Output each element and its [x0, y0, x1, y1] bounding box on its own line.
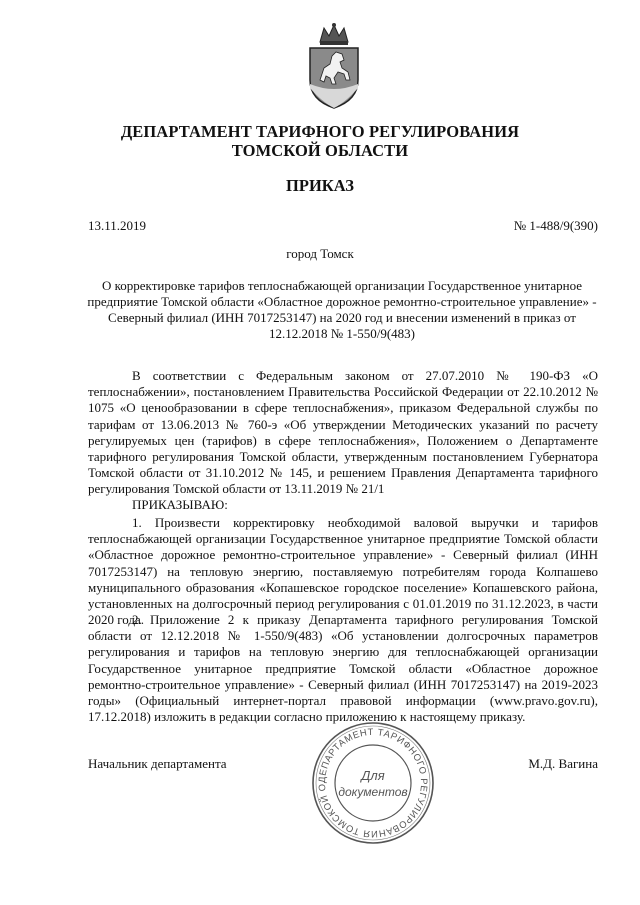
document-city: город Томск: [286, 246, 354, 261]
document-type: ПРИКАЗ: [286, 176, 354, 195]
department-line-1: ДЕПАРТАМЕНТ ТАРИФНОГО РЕГУЛИРОВАНИЯ: [120, 122, 520, 141]
seal-ring-text: ДЕПАРТАМЕНТ ТАРИФНОГО РЕГУЛИРОВАНИЯ ТОМСКОЙ О: [315, 725, 431, 841]
department-name: [40, 122, 600, 160]
decree-item-1: 1. Произвести корректировку необходимой валовой выручки и тарифов теплоснабжающей организации Государственное унитарное предприятие Томской области «Областное дорожное ремонтно-строительное управление» - Северный филиал (ИНН 7017253147) на тепловую энергию, поставляемую потребителям города Колпашево муниципального образования «Копашевское городское поселение» Копашевского района, установленных на долгосрочный период регулирования с 01.01.2019 по 31.12.2023, в части 2020 года.: [88, 515, 598, 628]
coat-of-arms-icon: [298, 22, 370, 110]
department-line-2: ТОМСКОЙ ОБЛАСТИ: [231, 141, 409, 160]
decree-item-2: 2. Приложение 2 к приказу Департамента тарифного регулирования Томской области от 12.12.2018 № 1-550/9(483) «Об установлении долгосрочных параметров регулирования и тарифов на тепловую энергию для теплоснабжающей организации Государственное унитарное предприятие Томской области «Областное дорожное ремонтно-строительное управление» - Северный филиал (ИНН 7017253147) на 2019-2023 годы» (Официальный интернет-портал правовой информации (www.pravo.gov.ru), 17.12.2018) изложить в редакции согласно приложению к настоящему приказу.: [88, 612, 598, 725]
seal-center-line-1: Для: [361, 768, 385, 783]
round-seal-icon: [310, 720, 436, 846]
decree-word: ПРИКАЗЫВАЮ:: [132, 497, 228, 512]
seal-center-line-2: документов: [338, 785, 408, 799]
document-date: 13.11.2019: [88, 218, 147, 233]
signature-title: Начальник департамента: [88, 756, 227, 771]
document-subject: О корректировке тарифов теплоснабжающей организации Государственное унитарное предприятие Томской области «Областное дорожное ремонтно-строительное управление» - Северный филиал (ИНН 7017253147) на 2020 год и внесении изменений в приказ от 12.12.2018 № 1-550/9(483): [87, 278, 597, 341]
preamble-paragraph: В соответствии с Федеральным законом от 27.07.2010 № 190-ФЗ «О теплоснабжении», постановлением Правительства Российской Федерации от 22.10.2012 № 1075 «О ценообразовании в сфере теплоснабжения», приказом Федеральной службы по тарифам от 13.06.2013 № 760-э «Об утверждении Методических указаний по расчету регулируемых цен (тарифов) в сфере теплоснабжения», Положением о Департаменте тарифного регулирования Томской области, утвержденным постановлением Губернатора Томской области от 31.10.2012 № 145, и решением Правления Департамента тарифного регулирования Томской области от 13.11.2019 № 21/1: [88, 368, 598, 497]
signature-name: М.Д. Вагина: [528, 756, 598, 771]
document-number: № 1-488/9(390): [513, 218, 598, 233]
